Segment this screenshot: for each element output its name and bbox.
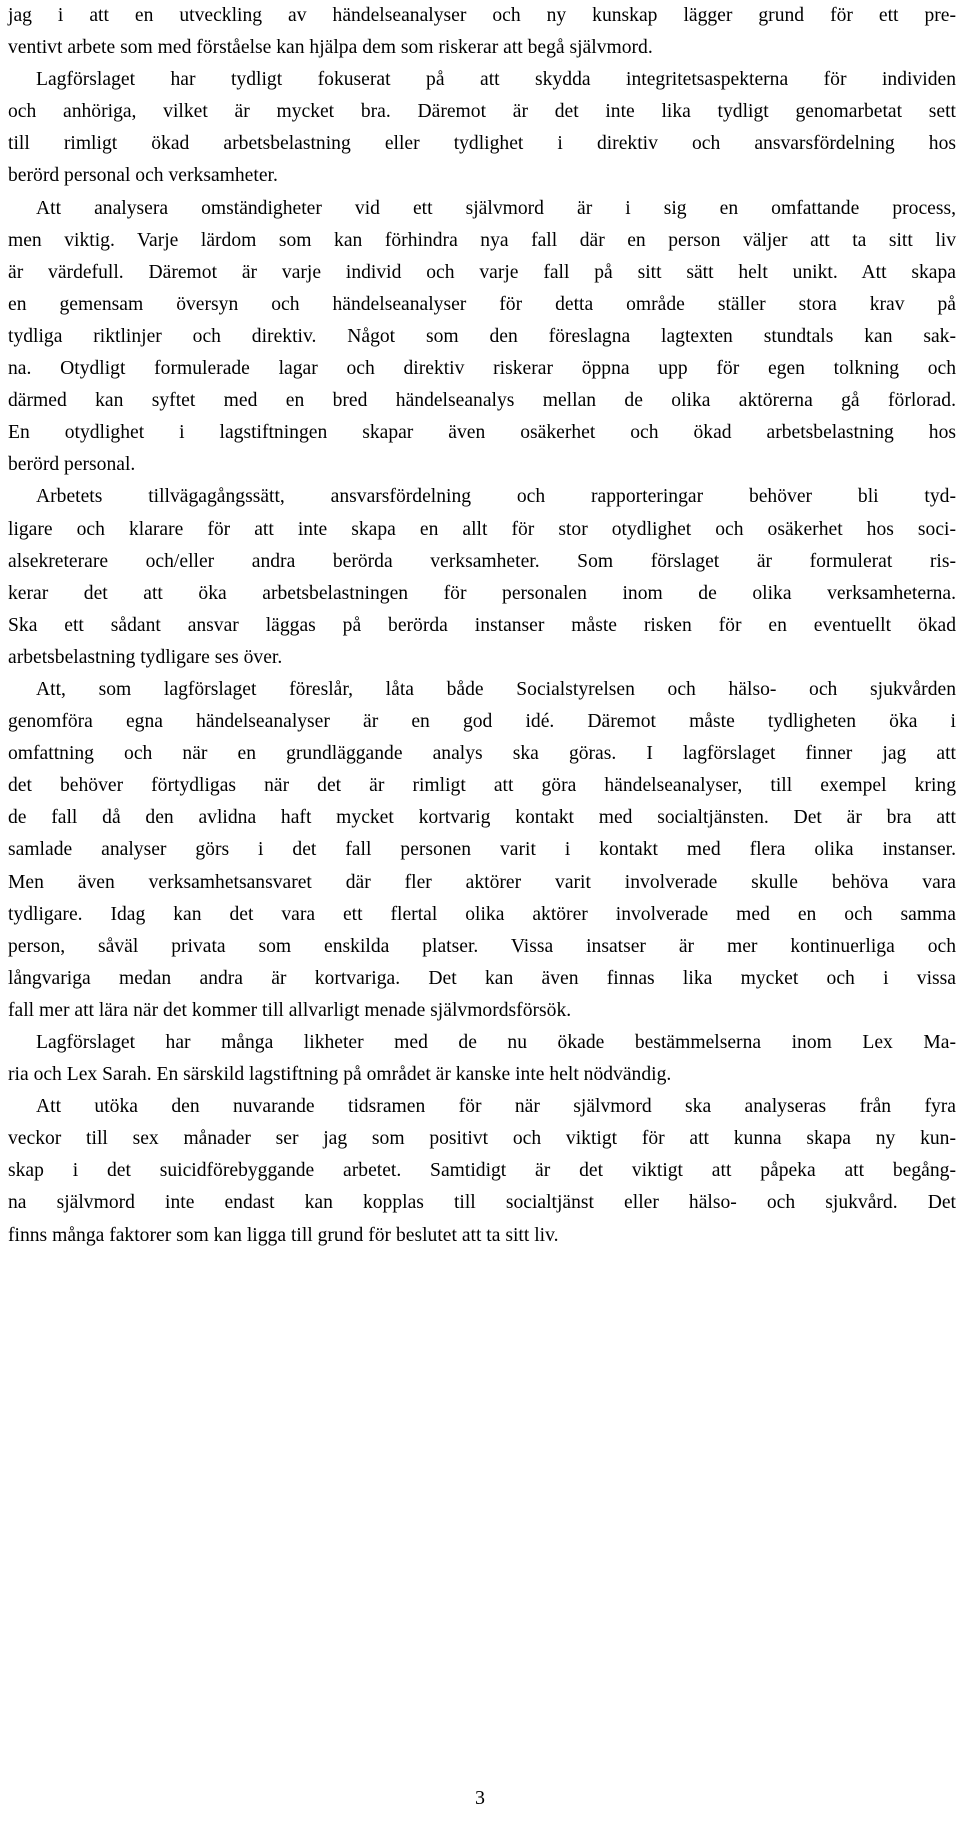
text-line: alsekreterare och/eller andra berörda verksamheter. Som förslaget är formulerat ris-	[8, 550, 956, 572]
text-line: Att analysera omständigheter vid ett självmord är i sig en omfattande process,	[36, 197, 956, 219]
text-line: Men även verksamhetsansvaret där fler aktörer varit involverade skulle behöva vara	[8, 871, 956, 893]
text-line: långvariga medan andra är kortvariga. Det kan även finnas lika mycket och i vissa	[8, 967, 956, 989]
text-line: jag i att en utveckling av händelseanalyser och ny kunskap lägger grund för ett pre-	[8, 5, 956, 26]
text-line: Att, som lagförslaget föreslår, låta både Socialstyrelsen och hälso- och sjukvården	[36, 678, 956, 700]
text-line: till rimligt ökad arbetsbelastning eller tydlighet i direktiv och ansvarsfördelning hos	[8, 133, 956, 155]
page-number: 3	[475, 1787, 485, 1809]
text-line: en gemensam översyn och händelseanalyser för detta område ställer stora krav på	[8, 293, 956, 315]
text-line: berörd personal.	[8, 454, 136, 476]
paragraph	[8, 64, 956, 192]
text-line: och anhöriga, vilket är mycket bra. Däremot är det inte lika tydligt genomarbetat sett	[8, 101, 956, 123]
text-line: finns många faktorer som kan ligga till grund för beslutet att ta sitt liv.	[8, 1224, 559, 1246]
text-line: arbetsbelastning tydligare ses över.	[8, 646, 283, 668]
text-line: därmed kan syftet med en bred händelseanalys mellan de olika aktörerna gå förlorad.	[8, 390, 956, 412]
text-line: Lagförslaget har tydligt fokuserat på att skydda integritetsaspekterna för individen	[36, 69, 956, 91]
text-line: skap i det suicidförebyggande arbetet. Samtidigt är det viktigt att påpeka att begång-	[8, 1160, 956, 1182]
text-line: omfattning och när en grundläggande analys ska göras. I lagförslaget finner jag att	[8, 743, 956, 765]
document-body	[8, 0, 956, 1252]
text-line: ria och Lex Sarah. En särskild lagstiftning på området är kanske inte helt nödvändig.	[8, 1064, 672, 1086]
text-line: Arbetets tillvägagångssätt, ansvarsfördelning och rapporteringar behöver bli tyd-	[36, 486, 956, 508]
text-line: Lagförslaget har många likheter med de nu ökade bestämmelserna inom Lex Ma-	[36, 1032, 956, 1053]
text-line: person, såväl privata som enskilda platser. Vissa insatser är mer kontinuerliga och	[8, 935, 956, 957]
paragraph	[8, 1091, 956, 1251]
text-line: tydliga riktlinjer och direktiv. Något som den föreslagna lagtexten stundtals kan sak-	[8, 325, 956, 347]
text-line: Ska ett sådant ansvar läggas på berörda instanser måste risken för en eventuellt ökad	[8, 614, 956, 636]
paragraph	[8, 481, 956, 674]
text-line: na. Otydligt formulerade lagar och direktiv riskerar öppna upp för egen tolkning och	[8, 358, 956, 380]
paragraph	[8, 0, 956, 64]
text-line: de fall då den avlidna haft mycket kortvarig kontakt med socialtjänsten. Det är bra att	[8, 807, 956, 829]
text-line: tydligare. Idag kan det vara ett flertal olika aktörer involverade med en och samma	[8, 903, 956, 925]
text-line: fall mer att lära när det kommer till allvarligt menade självmordsförsök.	[8, 999, 572, 1021]
text-line: En otydlighet i lagstiftningen skapar även osäkerhet och ökad arbetsbelastning hos	[8, 422, 956, 444]
text-line: är värdefull. Däremot är varje individ och varje fall på sitt sätt helt unikt. Att skapa	[8, 261, 956, 283]
text-line: ligare och klarare för att inte skapa en allt för stor otydlighet och osäkerhet hos soci-	[8, 518, 956, 540]
text-line: Att utöka den nuvarande tidsramen för när självmord ska analyseras från fyra	[36, 1096, 956, 1118]
text-line: berörd personal och verksamheter.	[8, 165, 278, 187]
text-line: det behöver förtydligas när det är rimligt att göra händelseanalyser, till exempel kring	[8, 775, 956, 797]
text-line: na självmord inte endast kan kopplas till socialtjänst eller hälso- och sjukvård. Det	[8, 1192, 956, 1214]
paragraph	[8, 1027, 956, 1091]
text-line: kerar det att öka arbetsbelastningen för personalen inom de olika verksamheterna.	[8, 582, 956, 604]
text-line: veckor till sex månader ser jag som positivt och viktigt för att kunna skapa ny kun-	[8, 1128, 956, 1150]
text-line: genomföra egna händelseanalyser är en god idé. Däremot måste tydligheten öka i	[8, 711, 956, 733]
text-line: ventivt arbete som med förståelse kan hjälpa dem som riskerar att begå självmord.	[8, 37, 653, 59]
text-line: men viktig. Varje lärdom som kan förhindra nya fall där en person väljer att ta sitt liv	[8, 229, 956, 251]
paragraph	[8, 193, 956, 482]
paragraph	[8, 674, 956, 1027]
text-line: samlade analyser görs i det fall personen varit i kontakt med flera olika instanser.	[8, 839, 956, 861]
